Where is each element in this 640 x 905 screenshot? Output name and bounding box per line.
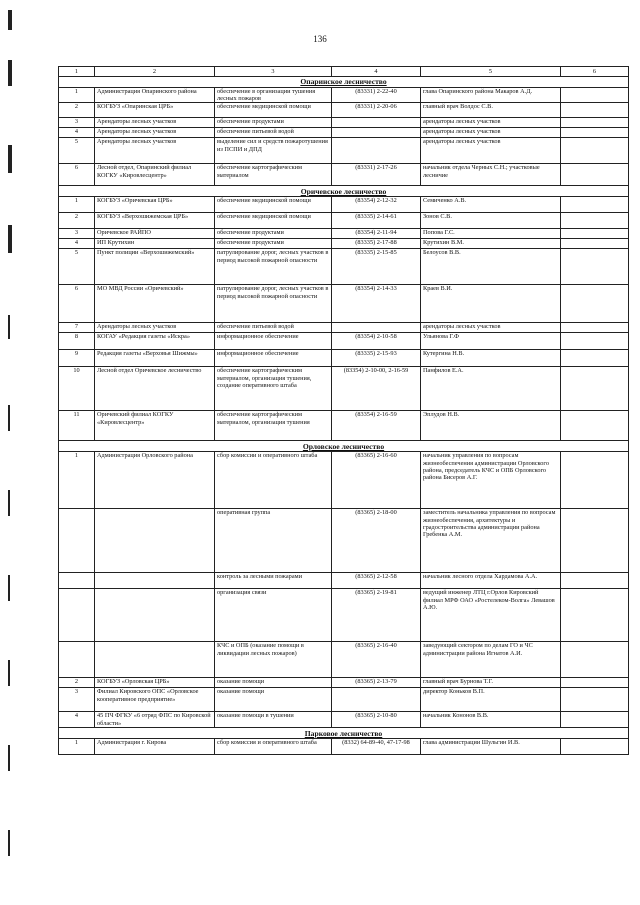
function-cell: обеспечение продуктами	[215, 118, 332, 128]
phone-cell: (83365) 2-12-58	[332, 573, 421, 589]
binder-mark	[8, 405, 10, 431]
page-number: 136	[313, 34, 327, 44]
note-cell	[561, 128, 629, 138]
row-number: 6	[59, 164, 95, 186]
row-number: 6	[59, 285, 95, 323]
responsible-person-cell: ведущий инженер ЛТЦ г.Орлов Кировский филиал МРФ ОАО «Ростелеком-Волга» Левашов А.Ю.	[421, 589, 561, 642]
table-row	[59, 452, 629, 509]
table-row	[59, 128, 629, 138]
phone-cell	[332, 138, 421, 164]
organization-cell: Арендаторы лесных участков	[95, 323, 215, 333]
organization-cell: Оричевское РАЙПО	[95, 229, 215, 239]
organization-cell: Редакция газеты «Верховья Шижмы»	[95, 350, 215, 367]
responsible-person-cell: главный врач Бурнова Т.Г.	[421, 678, 561, 688]
section-title: Парковое лесничество	[59, 728, 629, 739]
phone-cell	[332, 118, 421, 128]
table-row	[59, 350, 629, 367]
table-row	[59, 678, 629, 688]
binder-mark	[8, 60, 12, 86]
responsible-person-cell: Ульянова Г.Ф	[421, 333, 561, 350]
responsible-person-cell: Зонов С.В.	[421, 213, 561, 229]
function-cell: КЧС и ОПБ (оказание помощи в ликвидации лесных пожаров)	[215, 642, 332, 678]
phone-cell: (83331) 2-20-06	[332, 103, 421, 118]
note-cell	[561, 452, 629, 509]
note-cell	[561, 229, 629, 239]
phone-cell: (83335) 2-14-61	[332, 213, 421, 229]
function-cell: обеспечение питьевой водой	[215, 128, 332, 138]
table-row	[59, 118, 629, 128]
binder-mark	[8, 225, 12, 253]
row-number: 3	[59, 688, 95, 712]
phone-cell	[332, 688, 421, 712]
note-cell	[561, 411, 629, 441]
note-cell	[561, 589, 629, 642]
section-header-row	[59, 441, 629, 452]
table-row	[59, 739, 629, 755]
row-number: 5	[59, 249, 95, 285]
table-row	[59, 642, 629, 678]
row-number: 2	[59, 103, 95, 118]
organization-cell	[95, 509, 215, 573]
row-number: 5	[59, 138, 95, 164]
organization-cell: Арендаторы лесных участков	[95, 128, 215, 138]
note-cell	[561, 103, 629, 118]
row-number: 1	[59, 452, 95, 509]
phone-cell: (83354) 2-12-32	[332, 197, 421, 213]
table-row	[59, 239, 629, 249]
table-row	[59, 197, 629, 213]
organization-cell: Арендаторы лесных участков	[95, 118, 215, 128]
section-header-row	[59, 728, 629, 739]
note-cell	[561, 678, 629, 688]
table-row	[59, 323, 629, 333]
row-number: 1	[59, 197, 95, 213]
binder-mark	[8, 10, 12, 30]
responsible-person-cell: Кутергина Н.В.	[421, 350, 561, 367]
function-cell: обеспечение картографическим материалом, организация тушения, создание оперативного штаба	[215, 367, 332, 411]
responsible-person-cell: глава Опаринского района Макаров А.Д.	[421, 88, 561, 103]
organization-cell: КОГБУЗ «Верхошижемская ЦРБ»	[95, 213, 215, 229]
responsible-person-cell: начальник лесного отдела Хардамова А.А.	[421, 573, 561, 589]
organization-cell: Лесной отдел Оричевское лесничество	[95, 367, 215, 411]
binder-mark	[8, 145, 12, 173]
note-cell	[561, 739, 629, 755]
note-cell	[561, 285, 629, 323]
function-cell: контроль за лесными пожарами	[215, 573, 332, 589]
column-header: 3	[215, 67, 332, 77]
organization-cell: МО МВД России «Оричевский»	[95, 285, 215, 323]
organization-cell: КОГБУЗ «Оричевская ЦРБ»	[95, 197, 215, 213]
section-title: Орловское лесничество	[59, 441, 629, 452]
binder-mark	[8, 315, 10, 339]
organization-cell: Арендаторы лесных участков	[95, 138, 215, 164]
organization-cell: Лесной отдел, Опаринский филиал КОГКУ «Кировлесцентр»	[95, 164, 215, 186]
note-cell	[561, 118, 629, 128]
responsible-person-cell: Белоусов В.В.	[421, 249, 561, 285]
phone-cell: (83335) 2-17-88	[332, 239, 421, 249]
organization-cell: Филиал Кировского ОПС «Орловское кооперативное предприятие»	[95, 688, 215, 712]
row-number: 10	[59, 367, 95, 411]
organization-cell: Пункт полиции «Верхошижемский»	[95, 249, 215, 285]
table-row	[59, 103, 629, 118]
note-cell	[561, 197, 629, 213]
function-cell: организация связи	[215, 589, 332, 642]
note-cell	[561, 164, 629, 186]
row-number: 8	[59, 333, 95, 350]
table-row	[59, 249, 629, 285]
responsible-person-cell: Крутихин В.М.	[421, 239, 561, 249]
organization-cell: Администрация г. Кирова	[95, 739, 215, 755]
organization-cell: Администрация Опаринского района	[95, 88, 215, 103]
column-header: 5	[421, 67, 561, 77]
responsible-person-cell: начальник управления по вопросам жизнеобеспечения администрации Орловского района, председатель КЧС и ОПБ Орловского района Бисеров А.Г.	[421, 452, 561, 509]
table-row	[59, 411, 629, 441]
section-title: Оричевское лесничество	[59, 186, 629, 197]
note-cell	[561, 712, 629, 728]
responsible-person-cell: арендаторы лесных участков	[421, 118, 561, 128]
phone-cell: (83331) 2-17-26	[332, 164, 421, 186]
function-cell: оказание помощи	[215, 678, 332, 688]
responsible-person-cell: заведующий сектором по делам ГО и ЧС администрации района Игнатов А.И.	[421, 642, 561, 678]
row-number	[59, 573, 95, 589]
section-title: Опаринское лесничество	[59, 77, 629, 88]
row-number: 4	[59, 239, 95, 249]
table-row	[59, 88, 629, 103]
function-cell: информационное обеспечение	[215, 333, 332, 350]
column-header: 2	[95, 67, 215, 77]
binder-mark	[8, 660, 10, 686]
note-cell	[561, 688, 629, 712]
function-cell: обеспечение медицинской помощи	[215, 197, 332, 213]
organization-cell: 45 ПЧ ФГКУ «6 отряд ФПС по Кировской области»	[95, 712, 215, 728]
binder-mark	[8, 745, 10, 771]
organization-cell: КОГБУЗ «Орловская ЦРБ»	[95, 678, 215, 688]
organization-cell	[95, 642, 215, 678]
organization-cell: Оричевский филиал КОГКУ «Кировлесцентр»	[95, 411, 215, 441]
phone-cell: (83354) 2-11-94	[332, 229, 421, 239]
responsible-person-cell: арендаторы лесных участков	[421, 138, 561, 164]
function-cell: оказание помощи	[215, 688, 332, 712]
responsible-person-cell: Краев В.И.	[421, 285, 561, 323]
section-header-row	[59, 186, 629, 197]
function-cell: обеспечение медицинской помощи	[215, 103, 332, 118]
row-number: 3	[59, 118, 95, 128]
responsible-person-cell: Попова Г.С.	[421, 229, 561, 239]
row-number: 1	[59, 739, 95, 755]
row-number: 4	[59, 712, 95, 728]
responsible-person-cell: начальник Кононов В.В.	[421, 712, 561, 728]
table-row	[59, 213, 629, 229]
organization-cell	[95, 589, 215, 642]
row-number: 1	[59, 88, 95, 103]
table-body	[59, 77, 629, 755]
phone-cell: (83354) 2-10-58	[332, 333, 421, 350]
note-cell	[561, 323, 629, 333]
organization-cell: Администрация Орловского района	[95, 452, 215, 509]
function-cell: обеспечение продуктами	[215, 229, 332, 239]
function-cell: обеспечение картографическим материалом	[215, 164, 332, 186]
note-cell	[561, 249, 629, 285]
note-cell	[561, 88, 629, 103]
note-cell	[561, 350, 629, 367]
note-cell	[561, 239, 629, 249]
phone-cell: (83365) 2-10-80	[332, 712, 421, 728]
table-row	[59, 229, 629, 239]
organization-cell: ИП Крутихин	[95, 239, 215, 249]
note-cell	[561, 213, 629, 229]
binder-mark	[8, 575, 10, 601]
phone-cell: (83335) 2-15-93	[332, 350, 421, 367]
row-number: 9	[59, 350, 95, 367]
phone-cell: (83365) 2-13-79	[332, 678, 421, 688]
table-row	[59, 712, 629, 728]
section-header-row	[59, 77, 629, 88]
function-cell: патрулирование дорог, лесных участков в период высокой пожарной опасности	[215, 249, 332, 285]
row-number: 4	[59, 128, 95, 138]
row-number	[59, 642, 95, 678]
note-cell	[561, 333, 629, 350]
row-number: 3	[59, 229, 95, 239]
note-cell	[561, 138, 629, 164]
binder-mark	[8, 490, 10, 516]
function-cell: сбор комиссии и оперативного штаба	[215, 452, 332, 509]
note-cell	[561, 367, 629, 411]
row-number: 2	[59, 213, 95, 229]
table-row	[59, 164, 629, 186]
column-header: 6	[561, 67, 629, 77]
organization-cell: КОГАУ «Редакция газеты «Искра»	[95, 333, 215, 350]
function-cell: обеспечение питьевой водой	[215, 323, 332, 333]
responsible-person-cell: арендаторы лесных участков	[421, 128, 561, 138]
function-cell: обеспечение картографическим материалом, организация тушения	[215, 411, 332, 441]
function-cell: обеспечение продуктами	[215, 239, 332, 249]
row-number: 7	[59, 323, 95, 333]
table-row	[59, 688, 629, 712]
note-cell	[561, 509, 629, 573]
phone-cell: (83354) 2-10-00, 2-16-59	[332, 367, 421, 411]
function-cell: выделение сил и средств пожаротушения из ПСПИ и ДПД	[215, 138, 332, 164]
responsibility-table	[58, 66, 629, 755]
row-number	[59, 589, 95, 642]
row-number: 11	[59, 411, 95, 441]
organization-cell: КОГБУЗ «Опаринская ЦРБ»	[95, 103, 215, 118]
row-number: 2	[59, 678, 95, 688]
responsible-person-cell: глава администрации Шульгин И.В.	[421, 739, 561, 755]
phone-cell: (83354) 2-16-59	[332, 411, 421, 441]
function-cell: патрулирование дорог, лесных участков в период высокой пожарной опасности	[215, 285, 332, 323]
responsible-person-cell: директор Коньков В.П.	[421, 688, 561, 712]
phone-cell: (83365) 2-16-40	[332, 642, 421, 678]
binder-mark	[8, 830, 10, 856]
responsible-person-cell: заместитель начальника управления по вопросам жизнеобеспечения, архитектуры и градостроительства администрации района Гребенка А.М.	[421, 509, 561, 573]
function-cell: обеспечение медицинской помощи	[215, 213, 332, 229]
table-row	[59, 509, 629, 573]
table-header-row	[59, 67, 629, 77]
responsible-person-cell: главный врач Волдос С.В.	[421, 103, 561, 118]
note-cell	[561, 573, 629, 589]
row-number	[59, 509, 95, 573]
phone-cell	[332, 128, 421, 138]
organization-cell	[95, 573, 215, 589]
phone-cell: (8332) 64-89-40, 47-17-98	[332, 739, 421, 755]
table-row	[59, 285, 629, 323]
phone-cell: (83335) 2-15-85	[332, 249, 421, 285]
function-cell: обеспечение в организации тушения лесных пожаров	[215, 88, 332, 103]
table-row	[59, 573, 629, 589]
phone-cell: (83365) 2-19-81	[332, 589, 421, 642]
function-cell: оказание помощи в тушении	[215, 712, 332, 728]
function-cell: сбор комиссия и оперативного штаба	[215, 739, 332, 755]
responsible-person-cell: Семиченко А.В.	[421, 197, 561, 213]
note-cell	[561, 642, 629, 678]
responsible-person-cell: Панфилов Е.А.	[421, 367, 561, 411]
function-cell: оперативная группа	[215, 509, 332, 573]
table-row	[59, 367, 629, 411]
phone-cell: (83365) 2-18-00	[332, 509, 421, 573]
phone-cell	[332, 323, 421, 333]
column-header: 4	[332, 67, 421, 77]
phone-cell: (83365) 2-16-60	[332, 452, 421, 509]
column-header: 1	[59, 67, 95, 77]
table-row	[59, 589, 629, 642]
responsible-person-cell: арендаторы лесных участков	[421, 323, 561, 333]
table-row	[59, 333, 629, 350]
phone-cell: (83331) 2-22-40	[332, 88, 421, 103]
responsible-person-cell: начальник отдела Черных С.Н.; участковые лесничие	[421, 164, 561, 186]
responsible-person-cell: Эплудов Н.В.	[421, 411, 561, 441]
table-row	[59, 138, 629, 164]
function-cell: информационное обеспечение	[215, 350, 332, 367]
phone-cell: (83354) 2-14-33	[332, 285, 421, 323]
